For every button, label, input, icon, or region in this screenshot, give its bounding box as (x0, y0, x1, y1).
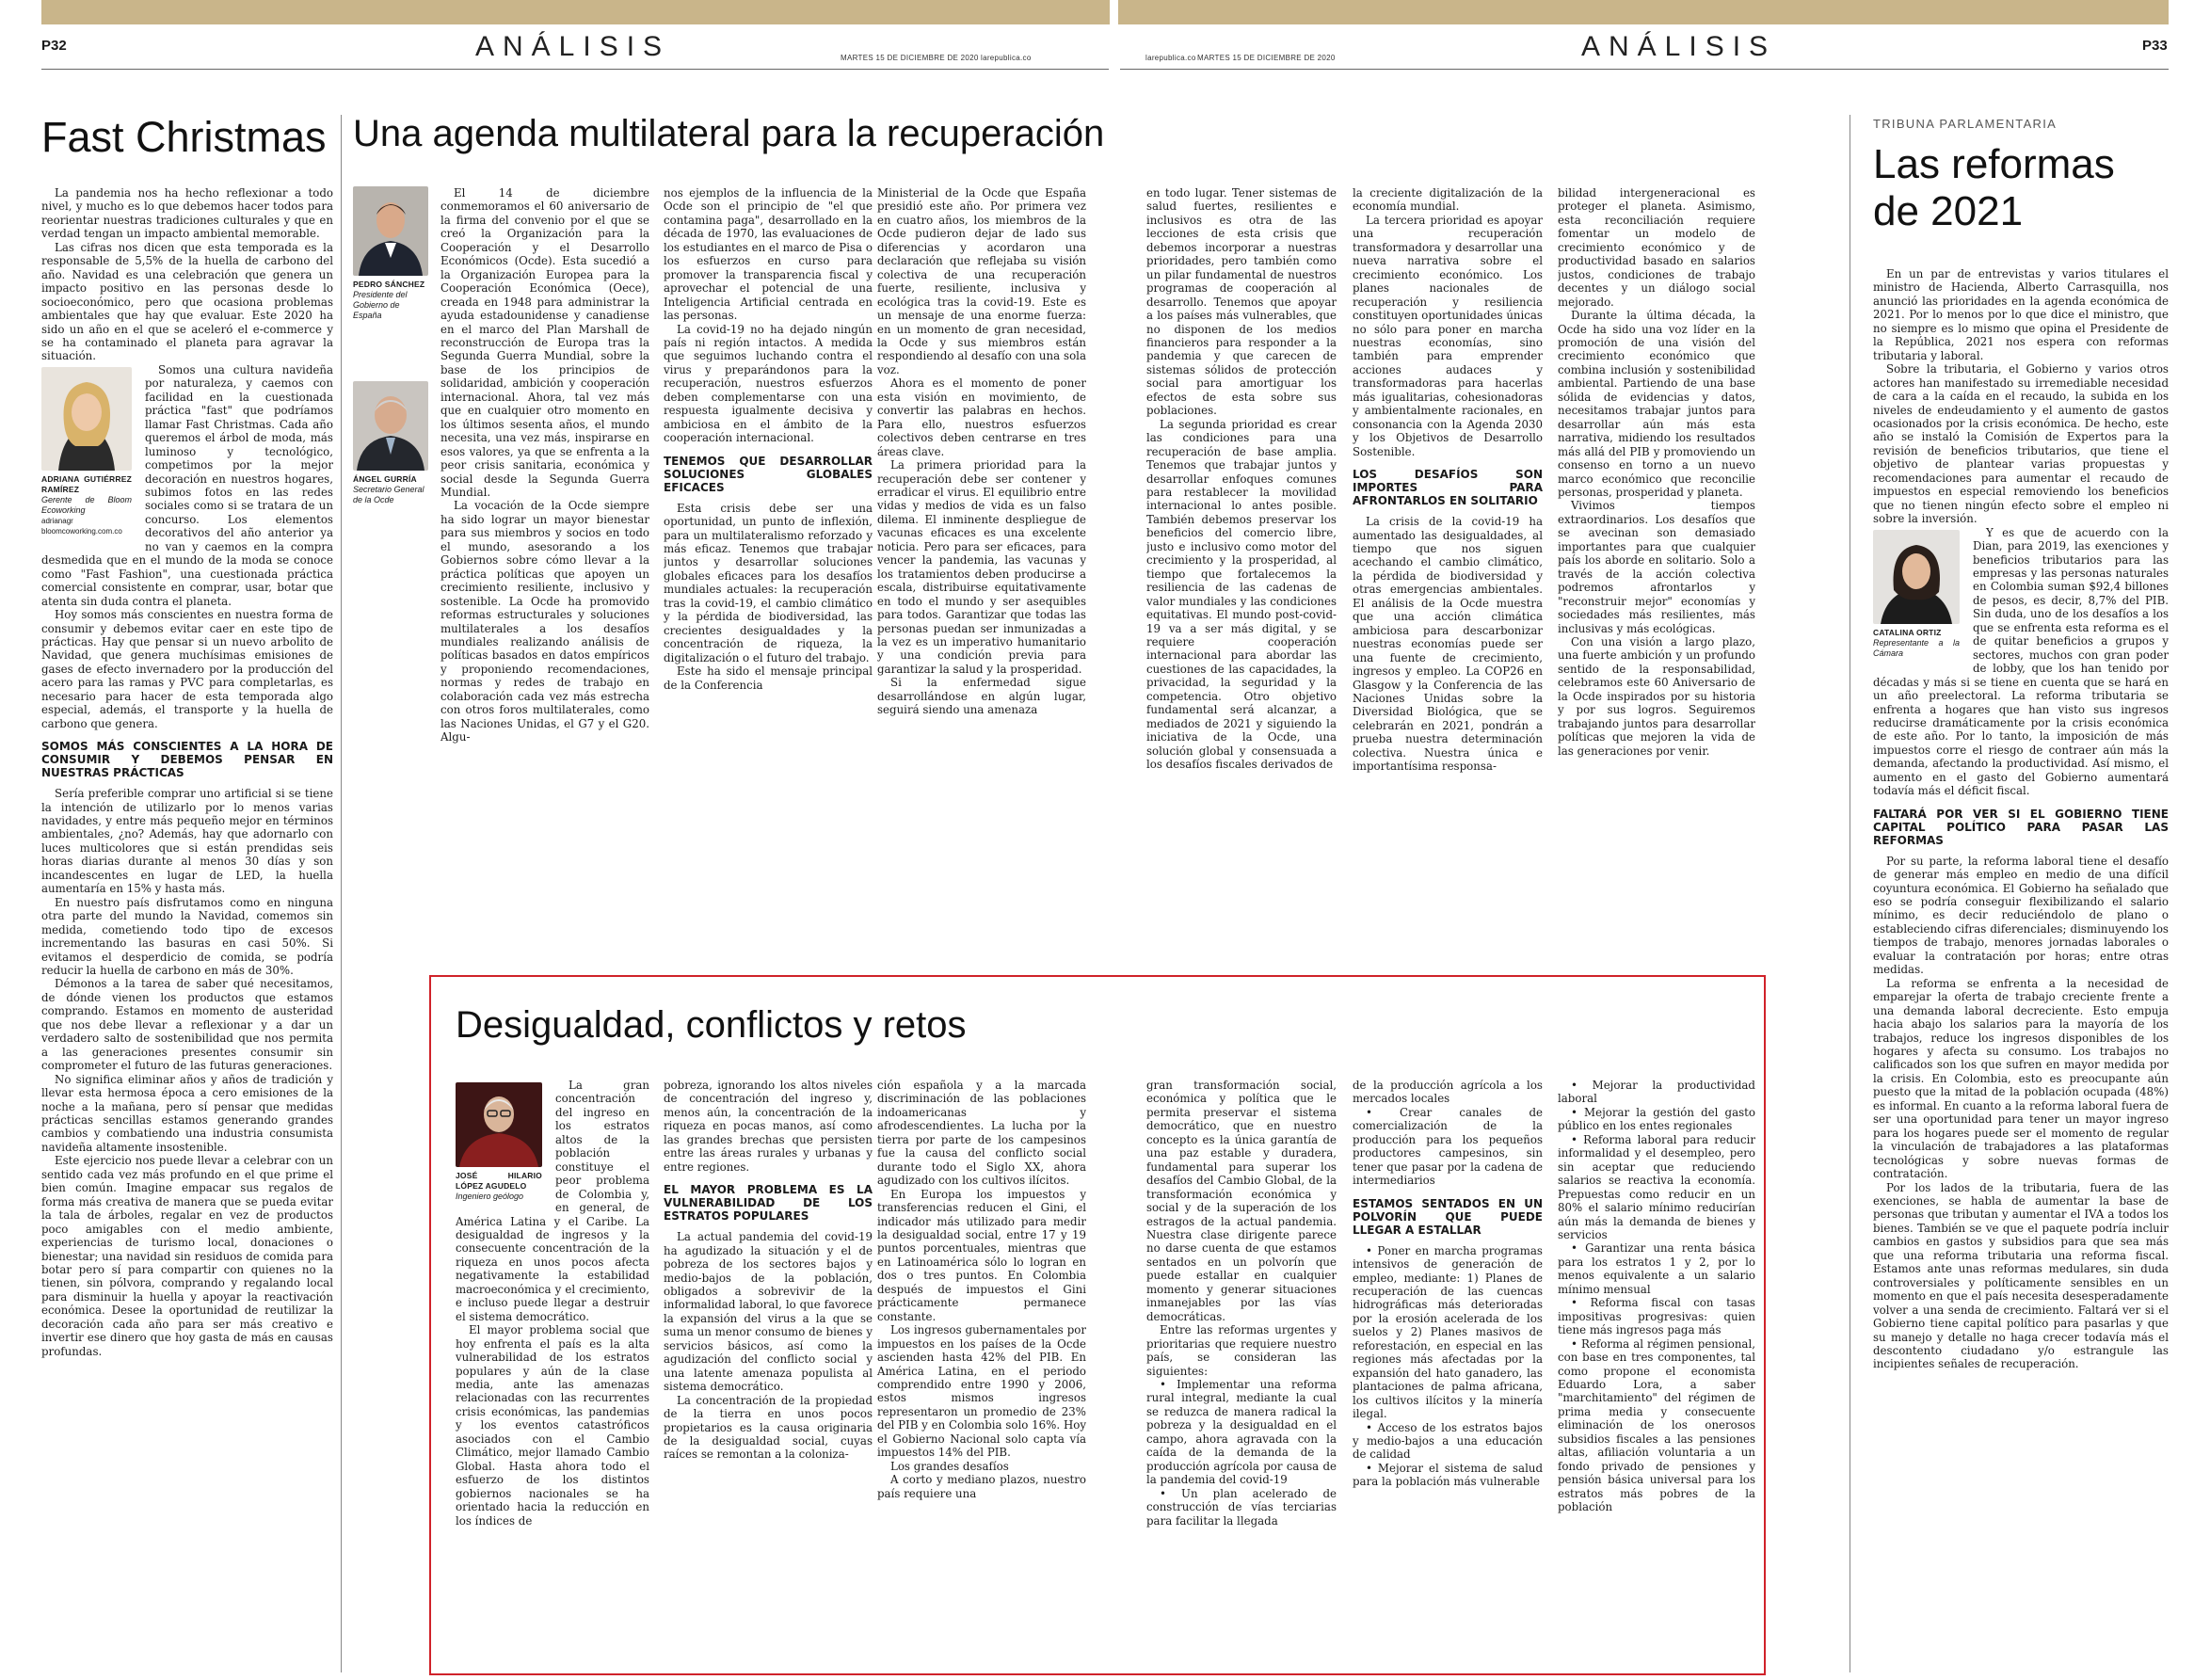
paragraph: La vocación de la Ocde siempre ha sido lograr un mayor bienestar para sus miembros y socios en todo el mundo, asesorando a los Gobiernos sobre cómo llevar a la práctica políticas que apoyen un crecimiento resiliente, inclusivo y sostenible. La Ocde ha promovido reformas estructurales y soluciones multilaterales a los desafíos mundiales realizando análisis de políticas basados en datos empíricos y proponiendo recomendaciones, normas y redes de trabajo en colaboración cada vez más estrecha con otros foros multilaterales, como las Naciones Unidas, el G7 y el G20. Algu- (440, 499, 649, 744)
author-photo (1873, 530, 1960, 624)
page-number-right: P33 (2142, 38, 2168, 54)
list-item: • Acceso de los estratos bajos y medio-bajos a una educación de calidad (1353, 1420, 1543, 1462)
author-box-sanchez (353, 186, 428, 321)
paragraph: Ahora es el momento de poner esta visión en movimiento, de convertir las palabras en hechos. Para ello, nuestros esfuerzos colectivos deben centrarse en tres áreas clave. (877, 376, 1086, 458)
paragraph: A corto y mediano plazos, nuestro país requiere una (877, 1473, 1086, 1500)
paragraph: Hoy somos más conscientes en nuestra forma de consumir y debemos evitar caer en este tipo de prácticas. Hay que pensar si un nuevo arbolito de Navidad, que genera muchísimas emisiones de gases de efecto invernadero por la producción del acero para las ramas y PVC para completarlas, es necesario para hacer de esta temporada algo especial, además, el transporte y la huella de carbono que genera. (41, 608, 333, 730)
paragraph: Este ha sido el mensaje principal de la Conferencia (664, 664, 873, 692)
desigualdad-column-5 (1353, 1079, 1543, 1662)
author-box (1873, 530, 1960, 659)
paragraph: Somos una cultura navideña por naturaleza, y caemos con facilidad en la cuestionada práctica "fast" que podríamos llamar Fast Christmas. Cada año queremos el árbol de moda, más luminoso y tecnológico, competimos por la mejor decoración en nuestros hogares, subimos fotos en las redes sociales como si se tratara de un concurso. Los elementos decorativos del año anterior ya no van y caemos en la compra desmedida que en el mundo de la moda se conoce como "Fast Fashion", una cuestionada práctica comercial consistente en comprar, usar, botar que atenta sin duda contra el planeta. (41, 362, 333, 608)
author-role: Gerente de Bloom Ecoworking (41, 494, 132, 515)
paragraph: Vivimos tiempos extraordinarios. Los desafíos que se avecinan son demasiado importantes para que cualquier país los aborde en solitario. Solo a través de la acción colectiva podremos afrontarlos y "reconstruir mejor" economías y sociedades más resilientes, más inclusivas y más ecológicas. (1558, 499, 1755, 635)
paragraph: Los grandes desafíos (890, 1459, 1009, 1473)
author-caption (41, 474, 132, 536)
list-item: • Crear canales de comercialización de la producción para los pequeños productores campesinos, sin tener que pasar por la cadena de intermediarios (1353, 1105, 1543, 1188)
accent-bar-left (41, 0, 1110, 24)
agenda-column-4 (1146, 186, 1337, 953)
list-item: • Implementar una reforma rural integral, mediante la cual se reduzca de manera radical la pobreza y la desigualdad en el campo, ahora agravada con la caída de la demanda de la producción agrícola por causa de la pandemia del covid-19 (1146, 1377, 1337, 1487)
paragraph: Este ejercicio nos puede llevar a celebrar con un sentido cada vez más profundo en el que prime el bien común. Imagine empacar sus regalos de forma más creativa de manera que se pueda evitar la tala de árboles, regalar en vez de productos poco amigables con el medio ambiente, experiencias de turismo local, donaciones o bienestar; una navidad sin residuos de comida para botar pero sí para compartir con quienes no la tienen, sin pólvora, comprando y regalando local para disminuir la huella y apoyar la reactivación económica. Desee la oportunidad de reutilizar la decoración cada año para ser más creativo e invertir ese dinero que hoy gasta de más en causas profundas. (41, 1154, 333, 1358)
title-line: Las reformas (1873, 141, 2115, 187)
paragraph: Con una visión a largo plazo, una fuerte ambición y un profundo sentido de la responsabilidad, celebramos este 60 Aniversario de la Ocde inspirados por su historia y por sus logros. Seguiremos trabajando juntos para desarrollar políticas que mejoren la vida de las generaciones por venir. (1558, 634, 1755, 758)
date-left: MARTES 15 DE DICIEMBRE DE 2020 (841, 54, 979, 62)
paragraph: Sería preferible comprar uno artificial si se tiene la intención de utilizarlo por lo menos varias navidades, y entre más pequeño mejor en términos ambientales, ¿no? Además, hay que adornarlo con luces multicolores que si están prendidas seis horas diarias durante al menos 30 días y son incandescentes en lugar de LED, la huella aumentaría en 15% y hasta más. (41, 787, 333, 896)
paragraph: La tercera prioridad es apoyar una recuperación transformadora y desarrollar una nueva narrativa sobre el crecimiento económico. Los planes nacionales de recuperación y resiliencia constituyen oportunidades únicas no sólo para poner en marcha nuestras economías, sino también para emprender acciones audaces y transformadoras para hacerlas más igualitarias, cohesionadoras y ambientalmente racionales, en consonancia con la Agenda 2030 y los Objetivos de Desarrollo Sostenible. (1353, 213, 1543, 458)
paragraph: El mayor problema social que hoy enfrenta el país es la alta vulnerabilidad de los estratos populares y aún de la clase media, ante las amenazas relacionadas con las recurrentes crisis económicas, las pandemias y los eventos catastróficos asociados con el Cambio Climático, mejor llamado Cambio Global. Hasta ahora todo el esfuerzo de los distintos gobiernos nacionales se ha orientado hacia la reducción en los índices de (456, 1323, 649, 1528)
paragraph: Ministerial de la Ocde que España presidió este año. Por primera vez en cuatro años, los miembros de la Ocde pudieron dejar de lado sus diferencias y acordaron una declaración que reflejaba su visión colectiva de una recuperación fuerte, resiliente, inclusiva y ecológica tras la covid-19. Este es un mensaje de una enorme fuerza: en un momento de gran necesidad, la Ocde y sus miembros están respondiendo al desafío con una sola voz. (877, 186, 1086, 376)
author-role: Presidente del Gobierno de España (353, 290, 408, 320)
author-name: JOSÉ HILARIO LÓPEZ AGUDELO (456, 1171, 542, 1191)
author-photo (41, 367, 132, 471)
paragraph: No significa eliminar años y años de tradición y llevar esta hermosa época a cero emisiones de la noche a la mañana, pero sí pensar que medidas prácticas sencillas estamos generando grandes cambios y combatiendo una industria consumista navideña altamente insostenible. (41, 1072, 333, 1154)
section-title-left: ANÁLISIS (475, 31, 671, 62)
page-number-left: P32 (41, 38, 67, 54)
paragraph: pobreza, ignorando los altos niveles de concentración del ingreso y, menos aún, la concentración de la riqueza en pocas manos, así como las grandes brechas que persisten entre las áreas rurales y urbanas y entre regiones. (664, 1079, 873, 1174)
paragraph: Sobre la tributaria, el Gobierno y varios otros actores han manifestado su irremediable necesidad de cara a la caída en el recaudo, la subida en los niveles de endeudamiento y el aumento de gastos ocasionados por la crisis económica. De hecho, este año se instaló la Comisión de Expertos para la revisión de beneficios tributarios, que tiene el objetivo de plantear varias propuestas y recomendaciones para aumentar el recaudo de impuestos en especial removiendo los beneficios que no tienen ningún efecto sobre el empleo ni sobre la inversión. (1873, 362, 2169, 526)
paragraph: La actual pandemia del covid-19 ha agudizado la situación y el de pobreza de los sectores bajos y medio-bajos de la población, obligados a sobrevivir de la informalidad laboral, lo que favorece la expansión del virus a la que se suma un menor consumo de bienes y servicios básicos, así como la agudización del conflicto social y una latente amenaza populista al sistema democrático. (664, 1230, 873, 1394)
subheading: SOMOS MÁS CONSCIENTES A LA HORA DE CONSUMIR Y DEBEMOS PENSAR EN NUESTRAS PRÁCTICAS (41, 740, 333, 780)
author-handle: adrianagr (41, 516, 73, 525)
agenda-column-2 (664, 186, 873, 953)
article-title-desigualdad: Desigualdad, conflictos y retos (456, 1004, 967, 1046)
list-item: • Un plan acelerado de construcción de vías terciarias para facilitar la llegada (1146, 1486, 1337, 1528)
list-item: • Reforma laboral para reducir informalidad y el desempleo, pero sin aceptar que reduciendo salarios se reactiva la economía. Prepuestas como reducir en un 80% el salario mínimo reducirían aún más la demanda de bienes y servicios (1558, 1132, 1755, 1241)
author-box (41, 367, 132, 536)
paragraph: La crisis de la covid-19 ha aumentado las desigualdades, al tiempo que nos siguen acechando el cambio climático, la pérdida de biodiversidad y otras emergencias ambientales. El análisis de la Ocde muestra que una acción climática ambiciosa para descarbonizar nuestras economías puede ser una fuente de crecimiento, ingresos y empleo. La COP26 en Glasgow y la Conferencia de las Naciones Unidas sobre la Diversidad Biológica, que se celebrarán en 2021, pondrán a prueba nuestra determinación colectiva. Nuestra única e importantísima responsa- (1353, 515, 1543, 774)
paragraph: la creciente digitalización de la economía mundial. (1353, 186, 1543, 214)
paragraph: Las cifras nos dicen que esta temporada es la responsable de 5,5% de la huella de carbono del año. Navidad es una celebración que genera un impacto positivo en las personas desde lo socioeconómico, pero que ocasiona problemas ambientales que hay que evaluar. Este 2020 ha sido un año en el que se aceleró el e-commerce y se ha contaminado el planeta para agravar la situación. (41, 240, 333, 363)
paragraph: La reforma se enfrenta a la necesidad de emparejar la oferta de trabajo creciente frente a una demanda laboral decreciente. Esto empuja hacia abajo los salarios para la mayoría de los trabajos, reduce los ingresos disponibles de los hogares y afecta su consumo. Los trabajos no calificados son los que sufren en mayor medida por la crisis. En Colombia, esto es preocupante aún puesto que la mitad de la población ocupada (48%) es informal. En cuanto a la reforma laboral fuera de ser una oportunidad para tener un mayor ingreso para los hogares puede ser el momento de regular la vinculación de trabajadores a las plataformas tecnológicas y sobre nuevas formas de contratación. (1873, 976, 2169, 1181)
desigualdad-column-1 (456, 1079, 649, 1662)
author-caption (1873, 628, 1960, 659)
list-item: • Reforma fiscal con tasas impositivas progresivas: quien tiene más ingresos paga más (1558, 1296, 1755, 1337)
paragraph: La concentración de la propiedad de la tierra en unos pocos propietarios es la causa originaria de la desigualdad social, cuyas raíces se remontan a la coloniza- (664, 1393, 873, 1462)
subheading: LOS DESAFÍOS SON IMPORTES PARA AFRONTARLOS EN SOLITARIO (1353, 468, 1543, 508)
article-fast-christmas (41, 186, 333, 1675)
header-rule-right (1120, 69, 2169, 70)
site-left[interactable]: larepublica.co (981, 54, 1032, 62)
list-item: • Mejorar la gestión del gasto público en los entes regionales (1558, 1105, 1755, 1133)
list-item: • Mejorar el sistema de salud para la población más vulnerable (1353, 1461, 1543, 1489)
paragraph: El 14 de diciembre conmemoramos el 60 aniversario de la firma del convenio por el que se creó la Organización para la Cooperación y el Desarrollo Económicos (Ocde). Esta sucedió a la Organización Europea para la Cooperación Económica (Oece), creada en 1948 para administrar la ayuda estadounidense y canadiense en el marco del Plan Marshall de reconstrucción de Europa tras la Segunda Guerra Mundial, sobre la base de los principios de solidaridad, ambición y cooperación internacional. Ahora, tal vez más que en cualquier otro momento en los últimos sesenta años, el mundo necesita, una vez más, inspirarse en esos valores, ya que se enfrenta a la peor crisis sanitaria, económica y social desde la Segunda Guerra Mundial. (440, 186, 649, 499)
subheading: TENEMOS QUE DESARROLLAR SOLUCIONES GLOBALES EFICACES (664, 454, 873, 494)
article-title-reformas (1873, 141, 2115, 235)
paragraph: La primera prioridad para la recuperación debe ser contener y erradicar el virus. El equilibrio entre vidas y medios de vida es un falso dilema. El inminente despliegue de vacunas eficaces es una excelente noticia. Pero para ser eficaces, para vencer la pandemia, las vacunas y los tratamientos deben producirse a escala, distribuirse equitativamente en todo el mundo y ser asequibles para todos. Garantizar que todas las personas puedan ser inmunizadas a la vez es un imperativo humanitario y una condición previa para garantizar la salud y la prosperidad. (877, 458, 1086, 676)
paragraph: ción española y a la marcada discriminación de las poblaciones indoamericanas y afrodescendientes. La lucha por la tierra por parte de los campesinos fue la causa del conflicto social durante todo el Siglo XX, ahora agudizado con los cultivos ilícitos. (877, 1079, 1086, 1188)
author-box-gurria (353, 381, 428, 505)
paragraph: Démonos a la tarea de saber qué necesitamos, de dónde vienen los productos que estamos comprando. Estamos en momento de austeridad que nos debe llevar a reflexionar y a dar un verdadero salto de sostenibilidad que nos permita a las generaciones presentes consumir sin comprometer el futuro de las futuras generaciones. (41, 977, 333, 1073)
paragraph: Los ingresos gubernamentales por impuestos en los países de la Ocde ascienden hasta 42% del PIB. En América Latina, en el periodo comprendido entre 1990 y 2006, estos mismos ingresos representaron un promedio de 23% del PIB y en Colombia solo 16%. Hoy el Gobierno Nacional solo capta vía impuestos 14% del PIB. (877, 1323, 1086, 1460)
author-photo (456, 1082, 542, 1167)
date-right: MARTES 15 DE DICIEMBRE DE 2020 (1197, 54, 1336, 62)
author-site[interactable]: bloomcoworking.com.co (41, 526, 122, 536)
author-role: Ingeniero geólogo (456, 1192, 524, 1201)
agenda-column-1 (440, 186, 649, 953)
header-rule-left (41, 69, 1109, 70)
paragraph: Durante la última década, la Ocde ha sido una voz líder en la promoción de una visión del crecimiento económico que combina inclusión y sostenibilidad ambiental. Partiendo de una base sólida de evidencias y datos, necesitamos trabajar juntos para desarrollar aún más esta narrativa, midiendo los resultados más allá del PIB y promoviendo un consenso en torno a un nuevo marco económico que reconcilie personas, prosperidad y planeta. (1558, 309, 1755, 499)
paragraph: Por su parte, la reforma laboral tiene el desafío de generar más empleo en medio de una difícil coyuntura económica. El Gobierno ha señalado que eso se podría conseguir flexibilizando el salario mínimo, es decir reduciéndolo de plano o estableciendo cifras diferenciales; disminuyendo los tiempos de trabajo, menores jornadas laborales o evaluar la contratación por horas; entre otras medidas. (1873, 854, 2169, 977)
paragraph: En Europa los impuestos y transferencias reducen el Gini, el indicador más utilizado para medir la desigualdad social, entre 17 y 19 puntos porcentuales, mientras que en Latinoamérica sólo lo logran en dos o tres puntos. En Colombia después de impuestos el Gini prácticamente permanece constante. (877, 1187, 1086, 1323)
desigualdad-column-4 (1146, 1079, 1337, 1662)
article-title-agenda: Una agenda multilateral para la recuperación (353, 113, 1105, 154)
author-photo (353, 186, 428, 276)
author-name: CATALINA ORTIZ (1873, 627, 1942, 637)
accent-bar-right (1118, 0, 2169, 24)
paragraph: La segunda prioridad es crear las condiciones para una recuperación de base amplia. Tenemos que trabajar juntos y desarrollar enfoques comunes para restablecer la movilidad internacional lo antes posible. También debemos preservar los beneficios del comercio libre, justo e inclusivo como motor del crecimiento y la prosperidad, al tiempo que fortalecemos la resiliencia de las cadenas de valor mundiales y las condiciones equitativas. El mundo post-covid-19 va a ser más digital, y se requiere cooperación internacional para abordar las cuestiones de las capacidades, la privacidad, la seguridad y la competencia. Otro objetivo fundamental será alcanzar, a mediados de 2021 y siguiendo la iniciativa de la Ocde, una solución global y consensuada a los desafíos fiscales derivados de (1146, 417, 1337, 772)
author-name: PEDRO SÁNCHEZ (353, 280, 425, 289)
paragraph: Esta crisis debe ser una oportunidad, un punto de inflexión, para un multilateralismo reforzado y más eficaz. Tenemos que trabajar juntos y desarrollar soluciones globales eficaces para los desafíos mundiales actuales: la recuperación tras la covid-19, el cambio climático y la pérdida de biodiversidad, las crecientes desigualdades y la concentración de riqueza, la digitalización o el futuro del trabajo. (664, 501, 873, 664)
desigualdad-column-6 (1558, 1079, 1755, 1662)
subheading: ESTAMOS SENTADOS EN UN POLVORÍN QUE PUEDE LLEGAR A ESTALLAR (1353, 1196, 1543, 1237)
divider-left (341, 115, 342, 1672)
author-role: Representante a la Cámara (1873, 637, 1960, 658)
paragraph: bilidad intergeneracional es proteger el planeta. Asimismo, esta reconciliación requiere fomentar un modelo de crecimiento económico y de productividad basado en salarios justos, condiciones de trabajo decentes y un diálogo social mejorado. (1558, 186, 1755, 309)
paragraph: La gran concentración del ingreso en los estratos altos de la población constituye el peor problema de Colombia y, en general, de América Latina y el Caribe. La desigualdad de ingresos y la consecuente concentración de la riqueza en unos pocos afecta negativamente la estabilidad macroeconómica y el crecimiento, e incluso puede llegar a destruir el sistema democrático. (456, 1079, 649, 1323)
author-role: Secretario General de la Ocde (353, 485, 424, 504)
list-item: • Garantizar una renta básica para los estratos 1 y 2, por lo menos equivalente a un salario mínimo mensual (1558, 1241, 1755, 1296)
site-right[interactable]: larepublica.co (1145, 54, 1196, 62)
paragraph: en todo lugar. Tener sistemas de salud fuertes, resilientes e inclusivos es otra de las lecciones de esta crisis que debemos incorporar a nuestras prioridades, pero también como un pilar fundamental de nuestros programas de cooperación al desarrollo. Tenemos que apoyar a los países más vulnerables, que no disponen de los medios financieros para responder a la pandemia y que carecen de sistemas sólidos de protección social para amortiguar los efectos de esta sobre sus poblaciones. (1146, 186, 1337, 418)
author-photo (353, 381, 428, 471)
paragraph: nos ejemplos de la influencia de la Ocde son el principio de "el que contamina paga", desarrollado en la década de 1970, las evaluaciones de los estudiantes en el marco de Pisa o los esfuerzos en curso para promover la transparencia fiscal y aprovechar el potencial de una Inteligencia Artificial centrada en las personas. (664, 186, 873, 323)
paragraph: Si la enfermedad sigue desarrollándose en algún lugar, seguirá siendo una amenaza (877, 676, 1086, 717)
agenda-column-5 (1353, 186, 1543, 953)
list-item: • Poner en marcha programas intensivos de generación de empleo, mediante: 1) Planes de recuperación de las cuencas hidrográficas más deterioradas por la erosión acelerada de los suelos y 2) Planes masivos de reforestación, en especial en las regiones más afectadas por la expansión del hato ganadero, las plantaciones de palma africana, los cultivos ilícitos y la minería ilegal. (1353, 1243, 1543, 1421)
desigualdad-column-2 (664, 1079, 873, 1662)
paragraph: En un par de entrevistas y varios titulares el ministro de Hacienda, Alberto Carrasquilla, nos anunció las prioridades en la agenda económica de 2021. Por lo menos por lo que dice el ministro, que no siempre es lo mismo que opina el Presidente de la República, 2021 nos espera con reformas tributaria y laboral. (1873, 267, 2169, 362)
paragraph: Por los lados de la tributaria, fuera de las exenciones, se habla de aumentar la base de personas que tributan y aumentar el IVA a todos los bienes. También se ve que el paquete podría incluir cambios en gastos y subsidios para que sea más que una reforma tributaria una reforma fiscal. Estamos ante unas reformas medulares, sin duda controversiales y políticamente sensibles en un momento en que el país necesita desesperadamente volver a una senda de crecimiento. Faltará ver si el Gobierno tiene capital político para pasarlas y que su manejo y detalle no haga crecer todavía más el descontento ciudadano y/o estrangule las incipientes señales de recuperación. (1873, 1180, 2169, 1371)
list-item: • Mejorar la productividad laboral (1558, 1079, 1755, 1106)
article-title-fast-christmas: Fast Christmas (41, 113, 327, 161)
agenda-column-3 (877, 186, 1086, 953)
desigualdad-column-3 (877, 1079, 1086, 1662)
title-line: de 2021 (1873, 188, 2024, 234)
paragraph: gran transformación social, económica y política que le permita preservar el sistema democrático, que en nuestro concepto es la única garantía de una paz estable y duradera, fundamental para superar los desafíos del Cambio Global, de la transformación económica y social y de la superación de los estragos de la actual pandemia. Nuestra clase dirigente parece no darse cuenta de que estamos sentados en un polvorín que puede estallar en cualquier momento y generar situaciones inmanejables por las vías democráticas. (1146, 1079, 1337, 1323)
agenda-column-6 (1558, 186, 1755, 953)
paragraph: de la producción agrícola a los mercados locales (1353, 1079, 1543, 1106)
article-reformas (1873, 267, 2169, 1675)
paragraph: La pandemia nos ha hecho reflexionar a todo nivel, y mucho es lo que debemos hacer todos para reorientar nuestras tradiciones culturales y que en verdad tengan un impacto ambiental memorable. (41, 186, 333, 241)
author-caption (456, 1171, 542, 1202)
paragraph: Entre las reformas urgentes y prioritarias que requiere nuestro país, se consideran las siguientes: (1146, 1323, 1337, 1378)
paragraph: Y es que de acuerdo con la Dian, para 2019, las exenciones y beneficios tributarios para las empresas y las personas naturales en Colombia suman $92,4 billones de pesos, es decir, 8,7% del PIB. Sin duda, uno de los desafíos a los que se enfrenta esta reforma es el de quitar beneficios a grupos y sectores, muchos con gran poder de lobby, que los han tenido por décadas y más si se tiene en cuenta que se hará en un año preelectoral. La reforma tributaria se enfrenta a hogares que han visto sus ingresos reducirse dramáticamente por la crisis económica de este año. Por lo tanto, la imposición de más impuestos corre el riesgo de contraer aún más la demanda, afectando la productividad. Así mismo, el aumento en el gasto del Gobierno aumentará todavía más el déficit fiscal. (1873, 525, 2169, 798)
list-item: • Reforma al régimen pensional, con base en tres componentes, tal como propone el economista Eduardo Lora, a saber "marchitamiento" del régimen de prima media y consecuente eliminación de los onerosos subsidios fiscales a las pensiones altas, afiliación voluntaria a un fondo privado de pensiones y pensión básica universal para los estratos más pobres de la población (1558, 1336, 1755, 1514)
section-title-right: ANÁLISIS (1581, 31, 1777, 62)
section-kicker: TRIBUNA PARLAMENTARIA (1873, 117, 2058, 131)
paragraph: La covid-19 no ha dejado ningún país ni región intactos. A medida que seguimos luchando contra el virus y preparándonos para la recuperación, nuestros esfuerzos deben complementarse con una respuesta igualmente decisiva y ambiciosa en el ámbito de la cooperación internacional. (664, 322, 873, 445)
author-name: ADRIANA GUTIÉRREZ RAMÍREZ (41, 473, 132, 494)
subheading: EL MAYOR PROBLEMA ES LA VULNERABILIDAD DE LOS ESTRATOS POPULARES (664, 1183, 873, 1224)
author-caption (353, 280, 428, 321)
subheading: FALTARÁ POR VER SI EL GOBIERNO TIENE CAPITAL POLÍTICO PARA PASAR LAS REFORMAS (1873, 807, 2169, 847)
paragraph: En nuestro país disfrutamos como en ninguna otra parte del mundo la Navidad, comemos sin medida, cometiendo todo tipo de excesos incrementando las basuras en casi 50%. Si evitamos el desperdicio de comida, se podría reducir la huella de carbono en más de 30%. (41, 895, 333, 978)
author-box (456, 1082, 542, 1202)
author-name: ÁNGEL GURRÍA (353, 474, 417, 484)
author-caption (353, 474, 428, 505)
